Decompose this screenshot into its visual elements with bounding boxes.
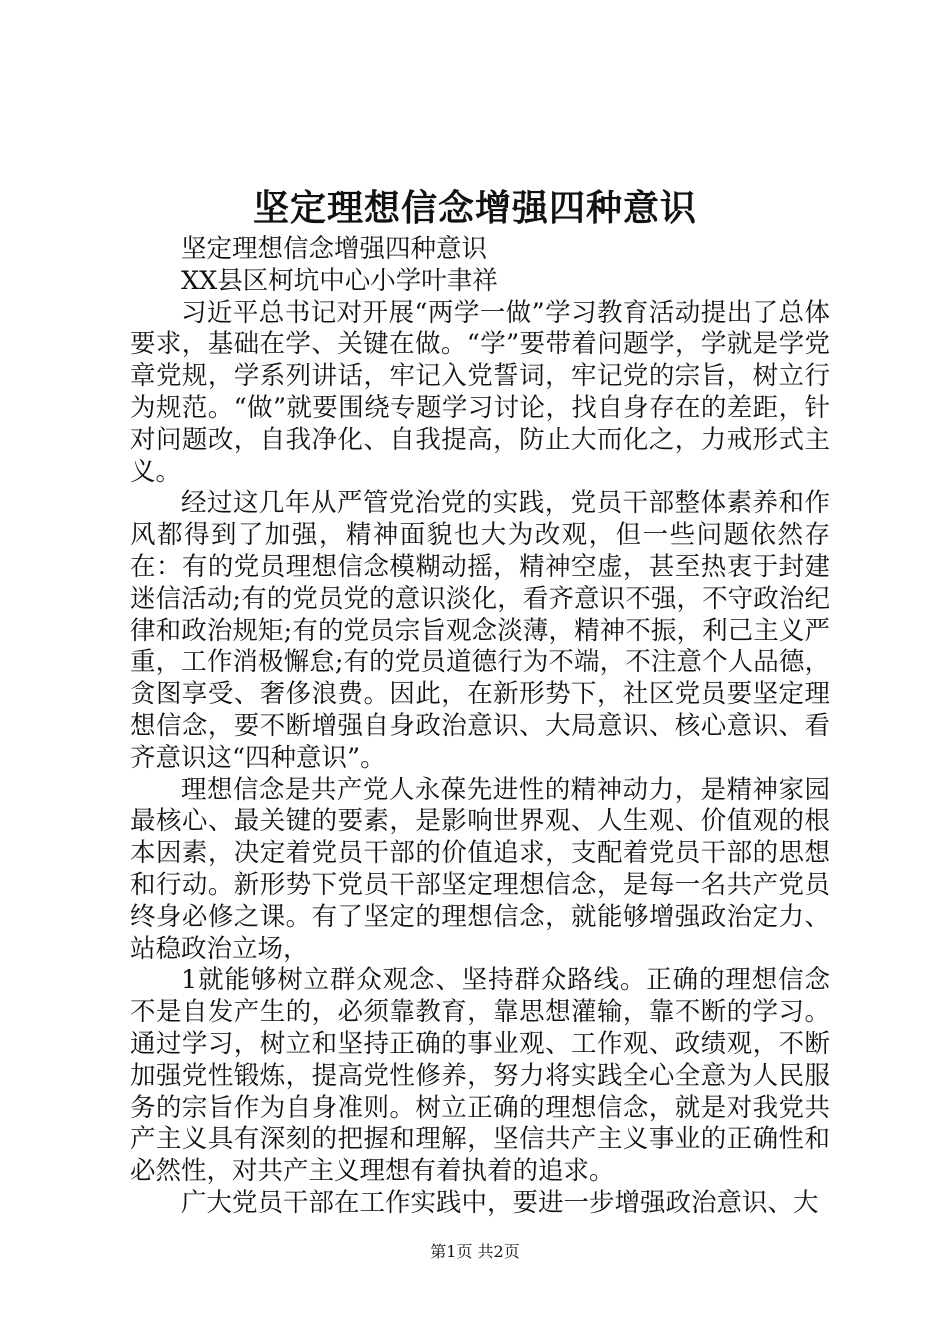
document-body bbox=[130, 234, 830, 1220]
paragraph-subtitle: 坚定理想信念增强四种意识 bbox=[181, 234, 488, 264]
paragraph: 理想信念是共产党人永葆先进性的精神动力，是精神家园最核心、最关键的要素，是影响世界观、人生观、价值观的根本因素，决定着党员干部的价值追求，支配着党员干部的思想和行动。新形势下党员干部坚定理想信念，是每一名共产党员终身必修之课。有了坚定的理想信念，就能够增强政治定力、站稳政治立场， bbox=[130, 774, 830, 964]
page-footer: 第1页 共2页 bbox=[430, 1242, 520, 1261]
paragraph: 1就能够树立群众观念、坚持群众路线。正确的理想信念不是自发产生的，必须靠教育，靠思想灌输，靠不断的学习。通过学习，树立和坚持正确的事业观、工作观、政绩观，不断加强党性锻炼，提高党性修养，努力将实践全心全意为人民服务的宗旨作为自身准则。树立正确的理想信念，就是对我党共产主义具有深刻的把握和理解，坚信共产主义事业的正确性和必然性，对共产主义理想有着执着的追求。 bbox=[130, 965, 830, 1187]
paragraph-author: XX县区柯坑中心小学叶聿祥 bbox=[181, 265, 498, 296]
document-title: 坚定理想信念增强四种意识 bbox=[252, 187, 697, 229]
paragraph: 习近平总书记对开展“两学一做”学习教育活动提出了总体要求，基础在学、关键在做。“学”要带着问题学，学就是学党章党规，学系列讲话，牢记入党誓词，牢记党的宗旨，树立行为规范。“做”就要围绕专题学习讨论，找自身存在的差距，针对问题改，自我净化、自我提高，防止大而化之，力戒形式主义。 bbox=[130, 297, 830, 487]
paragraph: 广大党员干部在工作实践中，要进一步增强政治意识、大 bbox=[181, 1187, 819, 1218]
paragraph: 经过这几年从严管党治党的实践，党员干部整体素养和作风都得到了加强，精神面貌也大为改观，但一些问题依然存在：有的党员理想信念模糊动摇，精神空虚，甚至热衷于封建迷信活动;有的党员党的意识淡化，看齐意识不强，不守政治纪律和政治规矩;有的党员宗旨观念淡薄，精神不振，利己主义严重，工作消极懈怠;有的党员道德行为不端，不注意个人品德，贪图享受、奢侈浪费。因此，在新形势下，社区党员要坚定理想信念，要不断增强自身政治意识、大局意识、核心意识、看齐意识这“四种意识”。 bbox=[130, 488, 830, 773]
